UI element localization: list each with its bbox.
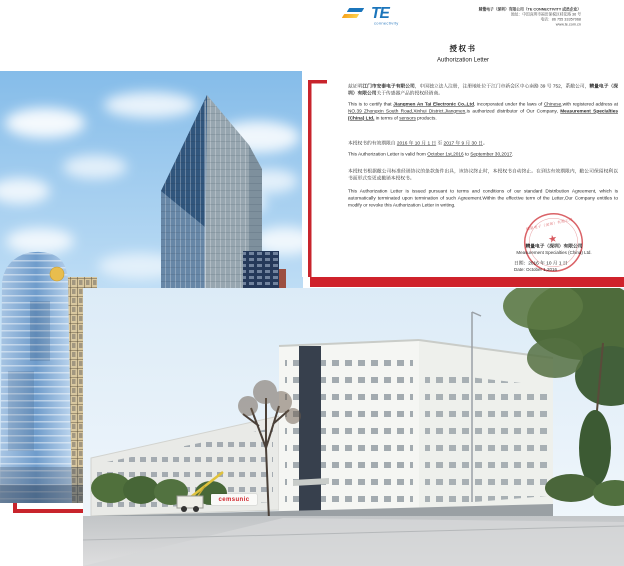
text-segment: 至: [436, 140, 444, 146]
text-segment: This Authorization Letter is valid from: [348, 151, 428, 157]
letterhead-contact-block: [431, 7, 581, 27]
contact-company: 精量电子（深圳）有限公司（TE CONNECTIVITY 成员企业）: [478, 7, 581, 12]
paragraph-cn-2: 本授权书根据敝公司标准经销协议的条款条件出具，该协议终止时，本授权书自动终止。在到达有效期限内，敝公司保留权利以书面形式变更或撤销本授权书。: [348, 168, 618, 181]
text-segment: ,with registered address at: [561, 101, 618, 107]
tower-logo-disc: [50, 267, 64, 281]
date-underlined: 2016 年 10 月 1 日: [396, 140, 437, 146]
text-segment: ，中国独立法人注册，注册地址位于江门市新会区中心南路 39 号 752，系敝公司，: [414, 83, 590, 89]
paragraph-en-1: [348, 101, 618, 122]
factory-sign-label: cemsunic: [218, 496, 250, 503]
validity-line-cn: [348, 140, 618, 147]
text-segment: 。: [482, 140, 488, 146]
curved-blue-tower: [0, 249, 75, 503]
document-title-cn: 授权书: [449, 44, 477, 53]
company-name-cn: 江门市安泰电子有限公司: [362, 83, 415, 89]
text-segment: ,is authorized distributor of Our Company,: [465, 108, 561, 114]
contact-address: 地址：中国深圳市福田保税区桂花路 36 号: [510, 12, 581, 17]
logo-chevron-blue-icon: [347, 8, 364, 12]
text-segment: to: [463, 151, 471, 157]
document-title-en: Authorization Letter: [436, 56, 490, 63]
red-divider-bar: [310, 277, 624, 287]
text-segment: 兹证明: [348, 83, 363, 89]
red-accent-line-doc-vertical: [308, 80, 312, 277]
factory-sign: [211, 494, 257, 505]
factory-illustration: [83, 288, 624, 566]
text-segment: .: [511, 151, 514, 157]
date-line-cn: 日期：2016 年 10 月 1 日: [514, 260, 568, 266]
logo-tagline: connectivity: [374, 21, 399, 26]
text-segment: 本授权书的有效期限自: [348, 140, 397, 146]
pavement: [83, 516, 624, 566]
factory-building-photo: [83, 288, 624, 566]
date-underlined: September 30,2017: [470, 151, 512, 157]
company-name-en: Jiangmen An Tai Electronic Co.,Ltd: [393, 101, 474, 107]
authorization-letter-document: [302, 0, 624, 277]
date-underlined: 2017 年 9 月 30 日: [443, 140, 483, 146]
paragraph-en-2: This Authorization Letter is issued pursuant to terms and conditions of our standard Distribution Agreement, which is automatically terminated upon termination of such Agreement.Within the effective term of the Letter,Our Company entitles to modify or revoke this Authorization Letter in writing.: [348, 188, 618, 208]
logo-chevron-orange-icon: [342, 14, 359, 18]
company-name-en: Measurement Specialties (China) Ltd,: [348, 108, 618, 121]
te-connectivity-logo: [339, 5, 414, 31]
seal-ring-text: 精量电子（深圳）有限公司: [525, 217, 574, 232]
text-segment: 关于传感器产品的授权经销商。: [376, 90, 444, 96]
document-content: [302, 0, 624, 277]
signature-company-en: Measurement Specialties (China) Ltd.: [516, 250, 592, 255]
seal-star-icon: ★: [547, 232, 559, 246]
text-segment: This is to certify that: [348, 101, 394, 107]
text-underlined: sensors: [399, 115, 416, 121]
text-segment: , incorporated under the laws of: [474, 101, 544, 107]
paragraph-cn-1: [348, 83, 618, 97]
text-segment: in terms of: [374, 115, 400, 121]
contact-phone: 电话：86 755 33357068: [540, 17, 581, 22]
text-underlined: Chinese: [543, 101, 562, 107]
address-underlined: NO.39 Zhongxin South Road,Xinhui District,Jiangmen: [348, 108, 466, 114]
company-name-cn: 精量电子（深圳）有限公司: [348, 83, 618, 96]
validity-line-en: [348, 151, 618, 158]
date-line-en: Date: October 1,2016: [514, 267, 558, 272]
logo-mark: TE: [371, 4, 389, 22]
contact-website: www.te.com.cn: [555, 22, 581, 27]
red-accent-line-bottomleft-horizontal: [13, 509, 85, 513]
signature-company-cn: 精量电子（深圳）有限公司: [525, 243, 583, 249]
glass-entrance-strip: [299, 346, 321, 514]
date-underlined: October 1st,2016: [427, 151, 464, 157]
text-segment: products.: [415, 115, 437, 121]
